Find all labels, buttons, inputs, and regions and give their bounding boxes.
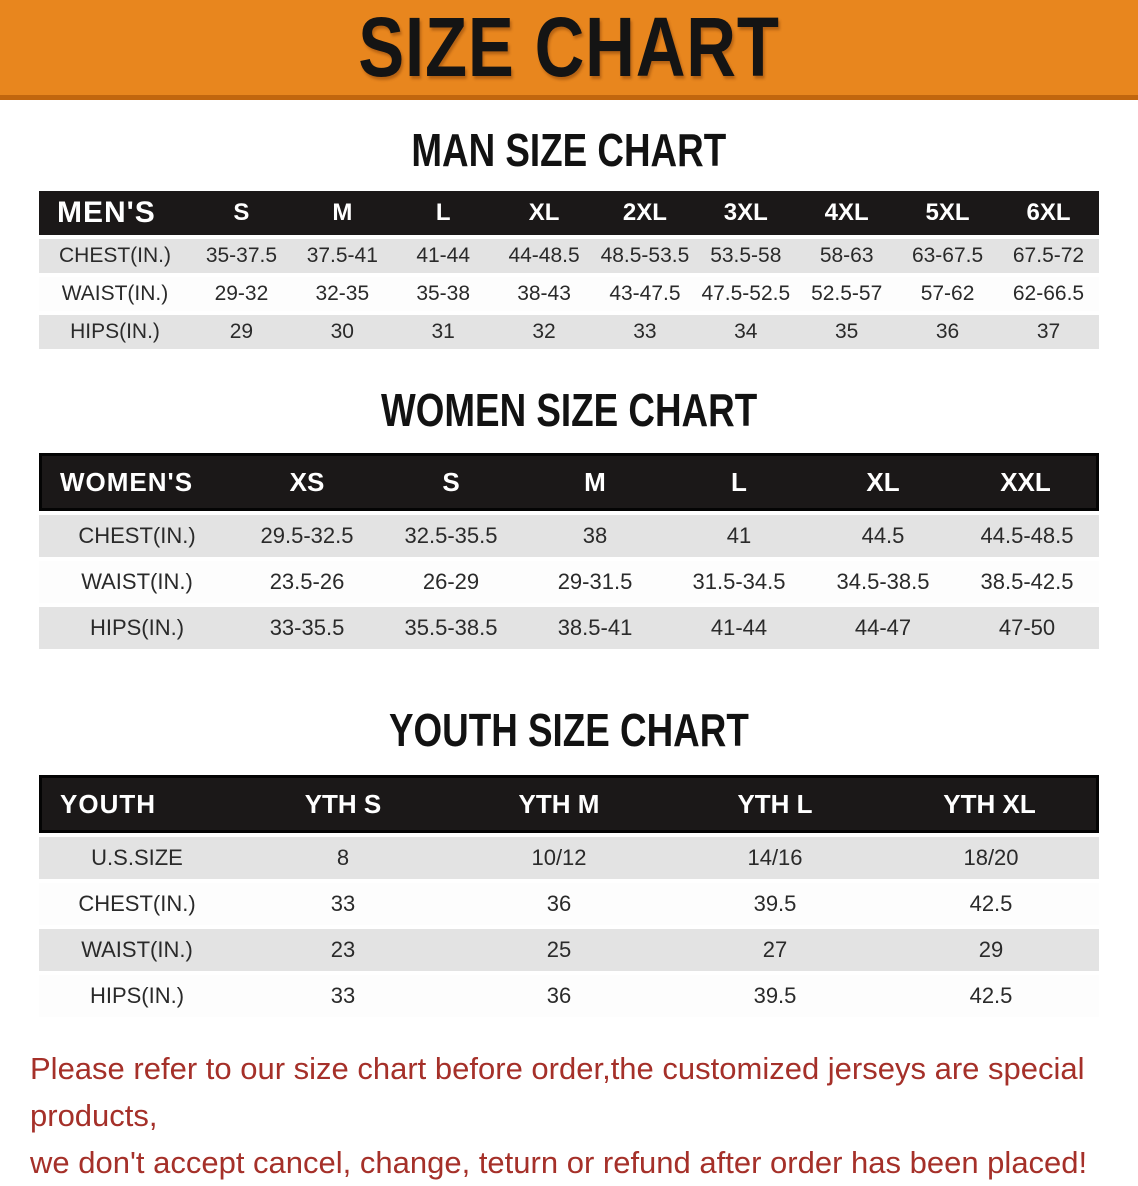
size-value: 33: [235, 975, 451, 1017]
women-table-header-label: WOMEN'S: [39, 453, 235, 511]
size-value: 8: [235, 837, 451, 879]
size-value: 53.5-58: [695, 239, 796, 273]
men-size-col-header: 2XL: [595, 191, 696, 235]
size-value: 44.5-48.5: [955, 515, 1099, 557]
size-value: 52.5-57: [796, 277, 897, 311]
size-value: 41-44: [393, 239, 494, 273]
order-policy-note-line2: we don't accept cancel, change, teturn or refund after order has been placed!: [30, 1145, 1088, 1180]
size-value: 44-47: [811, 607, 955, 649]
size-value: 33: [235, 883, 451, 925]
size-value: 14/16: [667, 837, 883, 879]
size-value: 63-67.5: [897, 239, 998, 273]
size-value: 33: [595, 315, 696, 349]
women-section-heading: [0, 383, 1138, 437]
size-value: 32-35: [292, 277, 393, 311]
size-value: 44-48.5: [494, 239, 595, 273]
size-value: 33-35.5: [235, 607, 379, 649]
row-label: HIPS(IN.): [39, 315, 191, 349]
size-value: 10/12: [451, 837, 667, 879]
size-value: 35.5-38.5: [379, 607, 523, 649]
men-size-col-header: L: [393, 191, 494, 235]
women-size-col-header: XL: [811, 453, 955, 511]
size-value: 47-50: [955, 607, 1099, 649]
size-value: 31.5-34.5: [667, 561, 811, 603]
men-size-col-header: XL: [494, 191, 595, 235]
youth-size-col-header: YTH M: [451, 775, 667, 833]
size-value: 23.5-26: [235, 561, 379, 603]
youth-section-heading-text: YOUTH SIZE CHART: [389, 704, 749, 756]
size-value: 25: [451, 929, 667, 971]
size-value: 62-66.5: [998, 277, 1099, 311]
row-label: HIPS(IN.): [39, 975, 235, 1017]
size-value: 42.5: [883, 975, 1099, 1017]
women-hips-row: [39, 607, 1099, 649]
size-value: 26-29: [379, 561, 523, 603]
size-value: 31: [393, 315, 494, 349]
size-value: 23: [235, 929, 451, 971]
women-size-table: [39, 449, 1099, 653]
row-label: WAIST(IN.): [39, 929, 235, 971]
size-value: 41: [667, 515, 811, 557]
women-size-col-header: M: [523, 453, 667, 511]
men-size-col-header: 6XL: [998, 191, 1099, 235]
youth-size-col-header: YTH XL: [883, 775, 1099, 833]
size-value: 32: [494, 315, 595, 349]
size-value: 36: [451, 975, 667, 1017]
row-label: HIPS(IN.): [39, 607, 235, 649]
size-value: 38-43: [494, 277, 595, 311]
size-value: 35-37.5: [191, 239, 292, 273]
men-section-heading: [0, 123, 1138, 177]
size-value: 42.5: [883, 883, 1099, 925]
women-size-col-header: S: [379, 453, 523, 511]
youth-ussize-row: [39, 837, 1099, 879]
size-value: 29.5-32.5: [235, 515, 379, 557]
men-size-col-header: 3XL: [695, 191, 796, 235]
men-size-col-header: S: [191, 191, 292, 235]
row-label: CHEST(IN.): [39, 239, 191, 273]
size-value: 37.5-41: [292, 239, 393, 273]
youth-table-header-label: YOUTH: [39, 775, 235, 833]
row-label: WAIST(IN.): [39, 277, 191, 311]
size-value: 30: [292, 315, 393, 349]
size-value: 58-63: [796, 239, 897, 273]
size-value: 34.5-38.5: [811, 561, 955, 603]
women-chest-row: [39, 515, 1099, 557]
women-size-col-header: XXL: [955, 453, 1099, 511]
size-value: 38: [523, 515, 667, 557]
men-hips-row: [39, 315, 1099, 349]
size-value: 29: [883, 929, 1099, 971]
women-size-col-header: XS: [235, 453, 379, 511]
size-value: 57-62: [897, 277, 998, 311]
men-size-col-header: 5XL: [897, 191, 998, 235]
men-size-col-header: M: [292, 191, 393, 235]
youth-table-header-row: [39, 775, 1099, 833]
size-value: 44.5: [811, 515, 955, 557]
order-policy-note: [30, 1045, 1115, 1186]
size-value: 29: [191, 315, 292, 349]
men-size-table: [39, 187, 1099, 353]
size-value: 35-38: [393, 277, 494, 311]
men-waist-row: [39, 277, 1099, 311]
size-value: 18/20: [883, 837, 1099, 879]
women-table-header-row: [39, 453, 1099, 511]
row-label: CHEST(IN.): [39, 883, 235, 925]
size-value: 32.5-35.5: [379, 515, 523, 557]
youth-hips-row: [39, 975, 1099, 1017]
men-table-header-label: MEN'S: [39, 191, 191, 235]
size-value: 36: [451, 883, 667, 925]
youth-size-col-header: YTH S: [235, 775, 451, 833]
men-section-heading-text: MAN SIZE CHART: [411, 124, 727, 176]
size-value: 38.5-42.5: [955, 561, 1099, 603]
women-section-heading-text: WOMEN SIZE CHART: [380, 384, 758, 436]
size-value: 38.5-41: [523, 607, 667, 649]
size-value: 35: [796, 315, 897, 349]
size-value: 29-32: [191, 277, 292, 311]
size-value: 67.5-72: [998, 239, 1099, 273]
youth-waist-row: [39, 929, 1099, 971]
size-value: 29-31.5: [523, 561, 667, 603]
size-value: 39.5: [667, 975, 883, 1017]
youth-chest-row: [39, 883, 1099, 925]
men-chest-row: [39, 239, 1099, 273]
row-label: U.S.SIZE: [39, 837, 235, 879]
men-size-col-header: 4XL: [796, 191, 897, 235]
banner-title: SIZE CHART: [358, 0, 780, 94]
size-value: 39.5: [667, 883, 883, 925]
order-policy-note-line1: Please refer to our size chart before order,the customized jerseys are special products,: [30, 1051, 1085, 1133]
youth-size-table: [39, 771, 1099, 1021]
size-value: 47.5-52.5: [695, 277, 796, 311]
size-value: 37: [998, 315, 1099, 349]
size-value: 27: [667, 929, 883, 971]
size-value: 43-47.5: [595, 277, 696, 311]
men-table-header-row: [39, 191, 1099, 235]
size-value: 41-44: [667, 607, 811, 649]
row-label: CHEST(IN.): [39, 515, 235, 557]
row-label: WAIST(IN.): [39, 561, 235, 603]
youth-size-col-header: YTH L: [667, 775, 883, 833]
youth-section-heading: [0, 703, 1138, 757]
size-chart-banner: [0, 0, 1138, 100]
size-value: 48.5-53.5: [595, 239, 696, 273]
women-size-col-header: L: [667, 453, 811, 511]
size-value: 36: [897, 315, 998, 349]
women-waist-row: [39, 561, 1099, 603]
size-value: 34: [695, 315, 796, 349]
